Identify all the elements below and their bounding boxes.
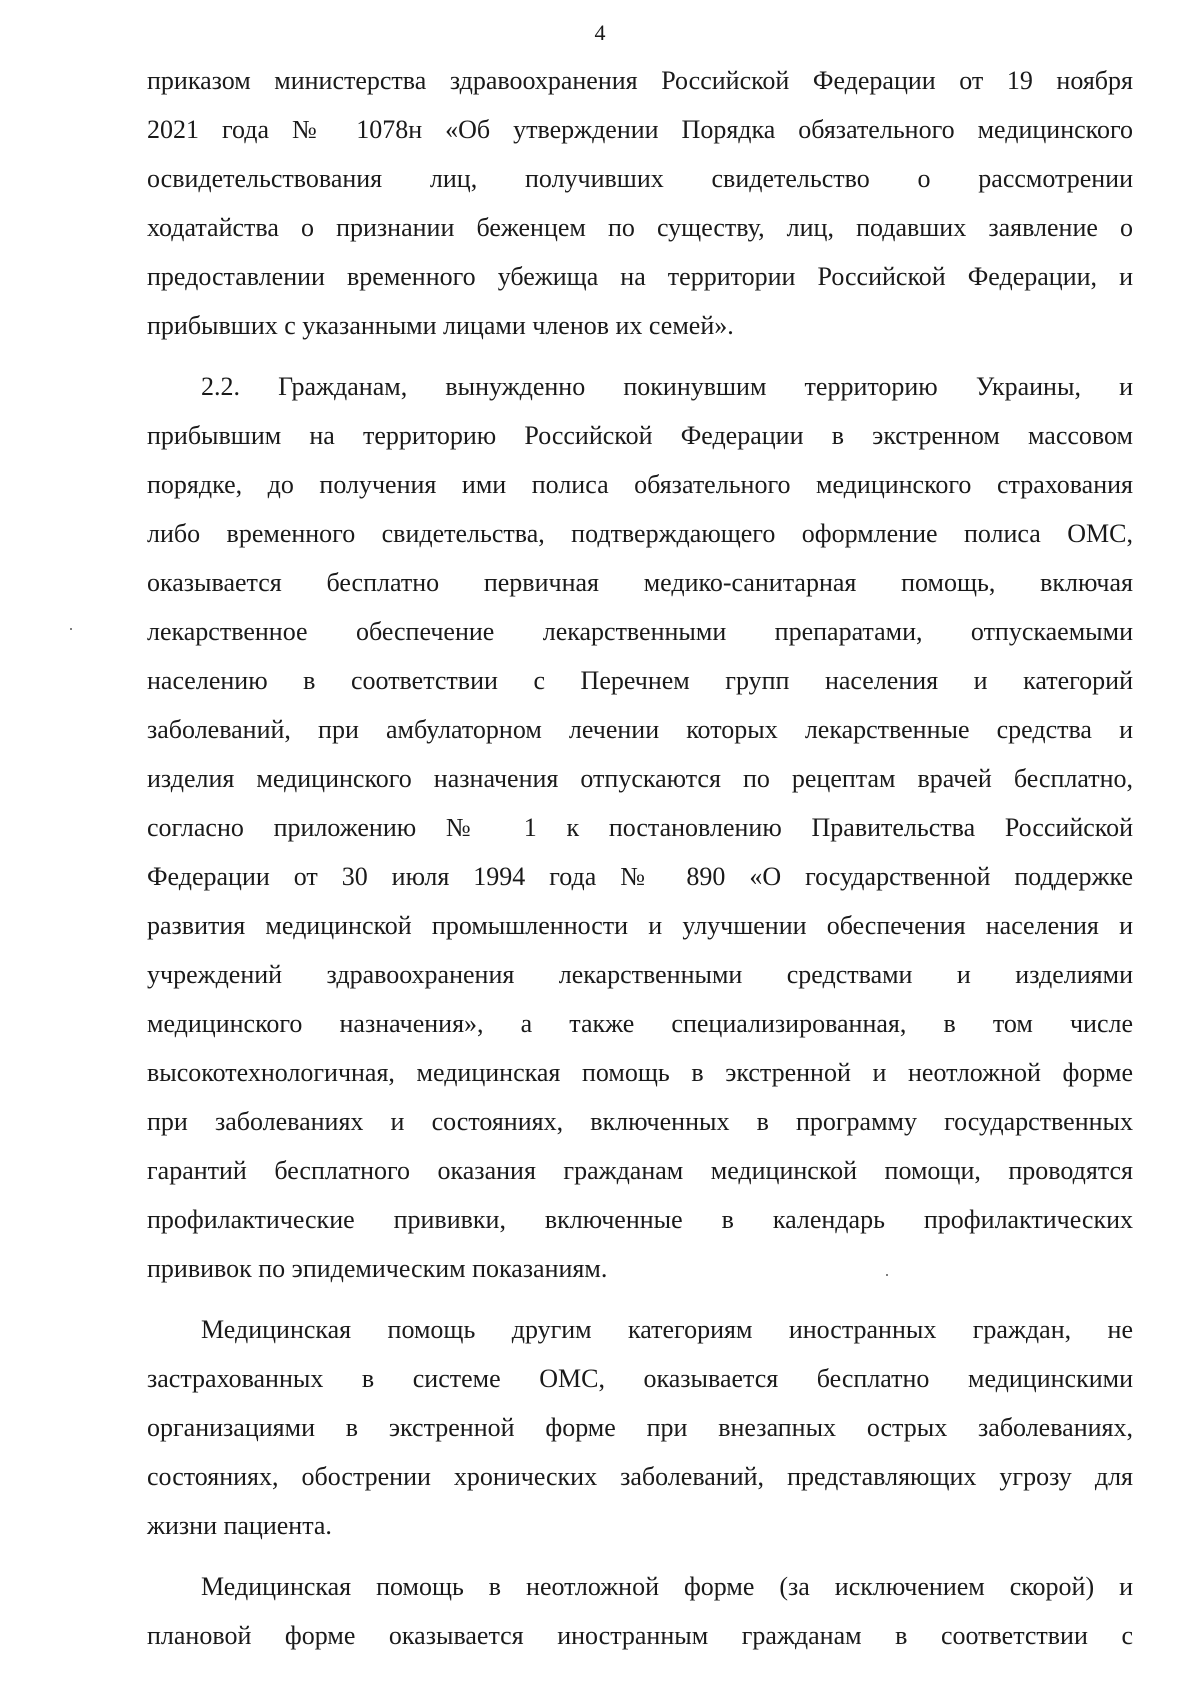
- text-line: жизни пациента.: [147, 1511, 332, 1540]
- paragraph-urgent-care: [147, 1562, 1133, 1660]
- text-line: учреждений здравоохранения лекарственными средствами и изделиями: [147, 960, 1133, 989]
- text-line: профилактические прививки, включенные в календарь профилактических: [147, 1205, 1133, 1234]
- text-line: предоставлении временного убежища на территории Российской Федерации, и: [147, 262, 1133, 291]
- text-line: Медицинская помощь другим категориям иностранных граждан, не: [201, 1315, 1133, 1344]
- document-body: [147, 56, 1133, 1660]
- text-line: плановой форме оказывается иностранным гражданам в соответствии с: [147, 1621, 1133, 1650]
- paragraph-gap: [147, 1550, 1133, 1562]
- text-line: состояниях, обострении хронических заболеваний, представляющих угрозу для: [147, 1462, 1133, 1491]
- text-line: либо временного свидетельства, подтверждающего оформление полиса ОМС,: [147, 519, 1133, 548]
- page-number: 4: [594, 20, 606, 45]
- text-line: освидетельствования лиц, получивших свидетельство о рассмотрении: [147, 164, 1133, 193]
- text-line: прибывших с указанными лицами членов их семей».: [147, 311, 734, 340]
- paragraph-other-foreigners: [147, 1305, 1133, 1550]
- text-line: изделия медицинского назначения отпускаются по рецептам врачей бесплатно,: [147, 764, 1133, 793]
- text-line: Медицинская помощь в неотложной форме (за исключением скорой) и: [201, 1572, 1133, 1601]
- text-line: ходатайства о признании беженцем по существу, лиц, подавших заявление о: [147, 213, 1133, 242]
- text-line: оказывается бесплатно первичная медико-санитарная помощь, включая: [147, 568, 1133, 597]
- scan-speck: [70, 628, 72, 630]
- text-line: 2.2. Гражданам, вынужденно покинувшим территорию Украины, и: [201, 372, 1133, 401]
- text-line: прививок по эпидемическим показаниям.: [147, 1254, 608, 1283]
- text-line: застрахованных в системе ОМС, оказывается бесплатно медицинскими: [147, 1364, 1133, 1393]
- paragraph-gap: [147, 350, 1133, 362]
- text-line: порядке, до получения ими полиса обязательного медицинского страхования: [147, 470, 1133, 499]
- text-line: приказом министерства здравоохранения Российской Федерации от 19 ноября: [147, 66, 1133, 95]
- text-line: Федерации от 30 июля 1994 года № 890 «О государственной поддержке: [147, 862, 1133, 891]
- text-line: населению в соответствии с Перечнем групп населения и категорий: [147, 666, 1133, 695]
- paragraph-order-reference: [147, 56, 1133, 350]
- scan-speck: [886, 1274, 888, 1276]
- text-line: согласно приложению № 1 к постановлению Правительства Российской: [147, 813, 1133, 842]
- text-line: при заболеваниях и состояниях, включенных в программу государственных: [147, 1107, 1133, 1136]
- text-line: развития медицинской промышленности и улучшении обеспечения населения и: [147, 911, 1133, 940]
- text-line: заболеваний, при амбулаторном лечении которых лекарственные средства и: [147, 715, 1133, 744]
- paragraph-gap: [147, 1293, 1133, 1305]
- text-line: прибывшим на территорию Российской Федерации в экстренном массовом: [147, 421, 1133, 450]
- text-line: медицинского назначения», а также специализированная, в том числе: [147, 1009, 1133, 1038]
- text-line: гарантий бесплатного оказания гражданам медицинской помощи, проводятся: [147, 1156, 1133, 1185]
- paragraph-item-2-2: [147, 362, 1133, 1293]
- text-line: 2021 года № 1078н «Об утверждении Порядка обязательного медицинского: [147, 115, 1133, 144]
- text-line: лекарственное обеспечение лекарственными препаратами, отпускаемыми: [147, 617, 1133, 646]
- text-line: высокотехнологичная, медицинская помощь в экстренной и неотложной форме: [147, 1058, 1133, 1087]
- text-line: организациями в экстренной форме при внезапных острых заболеваниях,: [147, 1413, 1133, 1442]
